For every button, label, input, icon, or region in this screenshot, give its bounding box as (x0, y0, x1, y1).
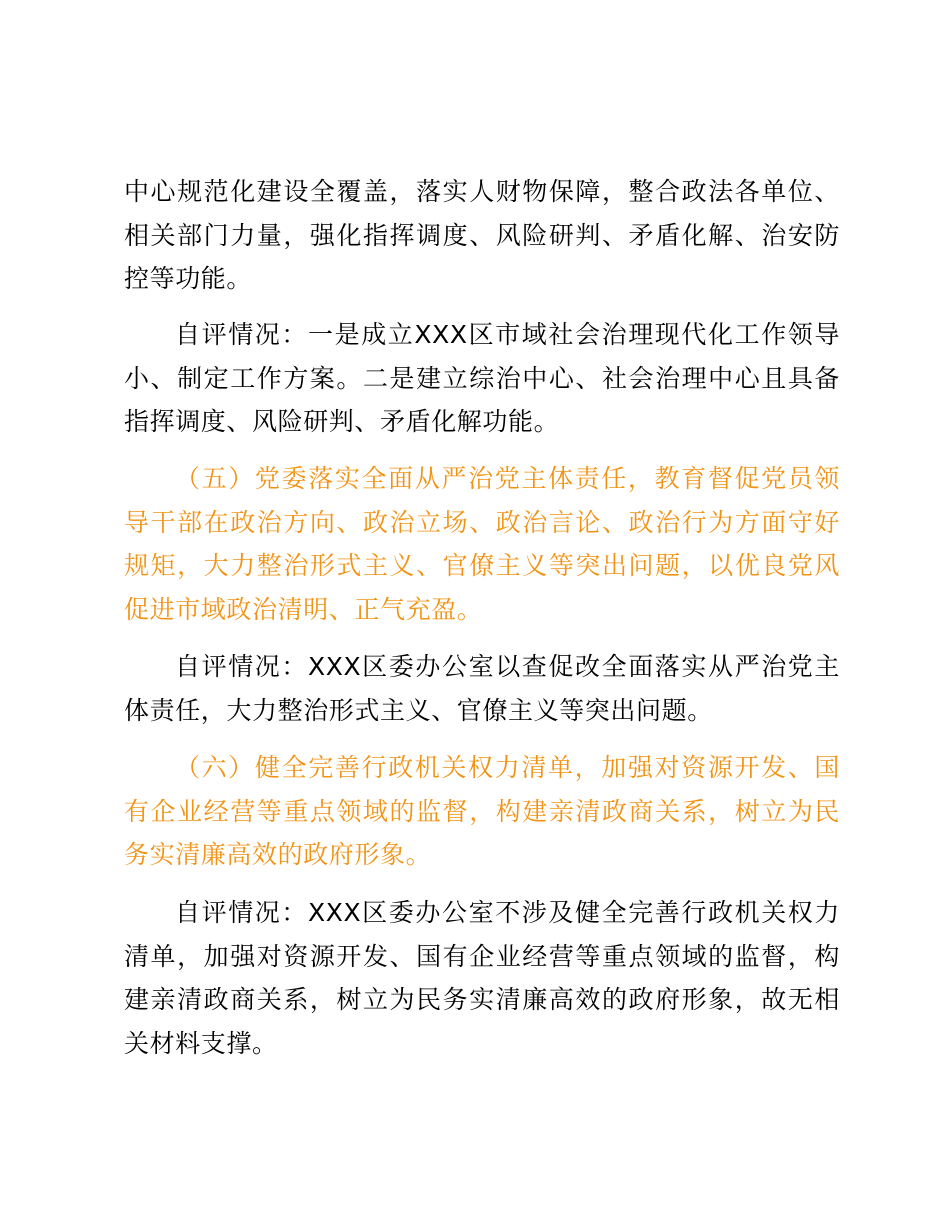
paragraph-self-assessment-4: 自评情况：一是成立XXX区市域社会治理现代化工作领导小、制定工作方案。二是建立综治中心、社会治理中心且具备指挥调度、风险研判、矛盾化解功能。 (124, 320, 840, 436)
paragraph-self-assessment-6: 自评情况：XXX区委办公室不涉及健全完善行政机关权力清单，加强对资源开发、国有企业经营等重点领域的监督，构建亲清政商关系，树立为民务实清廉高效的政府形象，故无相关材料支撑。 (124, 898, 840, 1058)
paragraph-requirement-5: （五）党委落实全面从严治党主体责任，教育督促党员领导干部在政治方向、政治立场、政治言论、政治行为方面守好规矩，大力整治形式主义、官僚主义等突出问题，以优良党风促进市域政治清明、正气充盈。 (124, 464, 840, 624)
paragraph-requirement-6: （六）健全完善行政机关权力清单，加强对资源开发、国有企业经营等重点领域的监督，构建亲清政商关系，树立为民务实清廉高效的政府形象。 (124, 753, 840, 869)
paragraph-self-assessment-5: 自评情况：XXX区委办公室以查促改全面落实从严治党主体责任，大力整治形式主义、官僚主义等突出问题。 (124, 652, 840, 725)
paragraph-continuation: 中心规范化建设全覆盖，落实人财物保障，整合政法各单位、相关部门力量，强化指挥调度、风险研判、矛盾化解、治安防控等功能。 (124, 177, 840, 293)
